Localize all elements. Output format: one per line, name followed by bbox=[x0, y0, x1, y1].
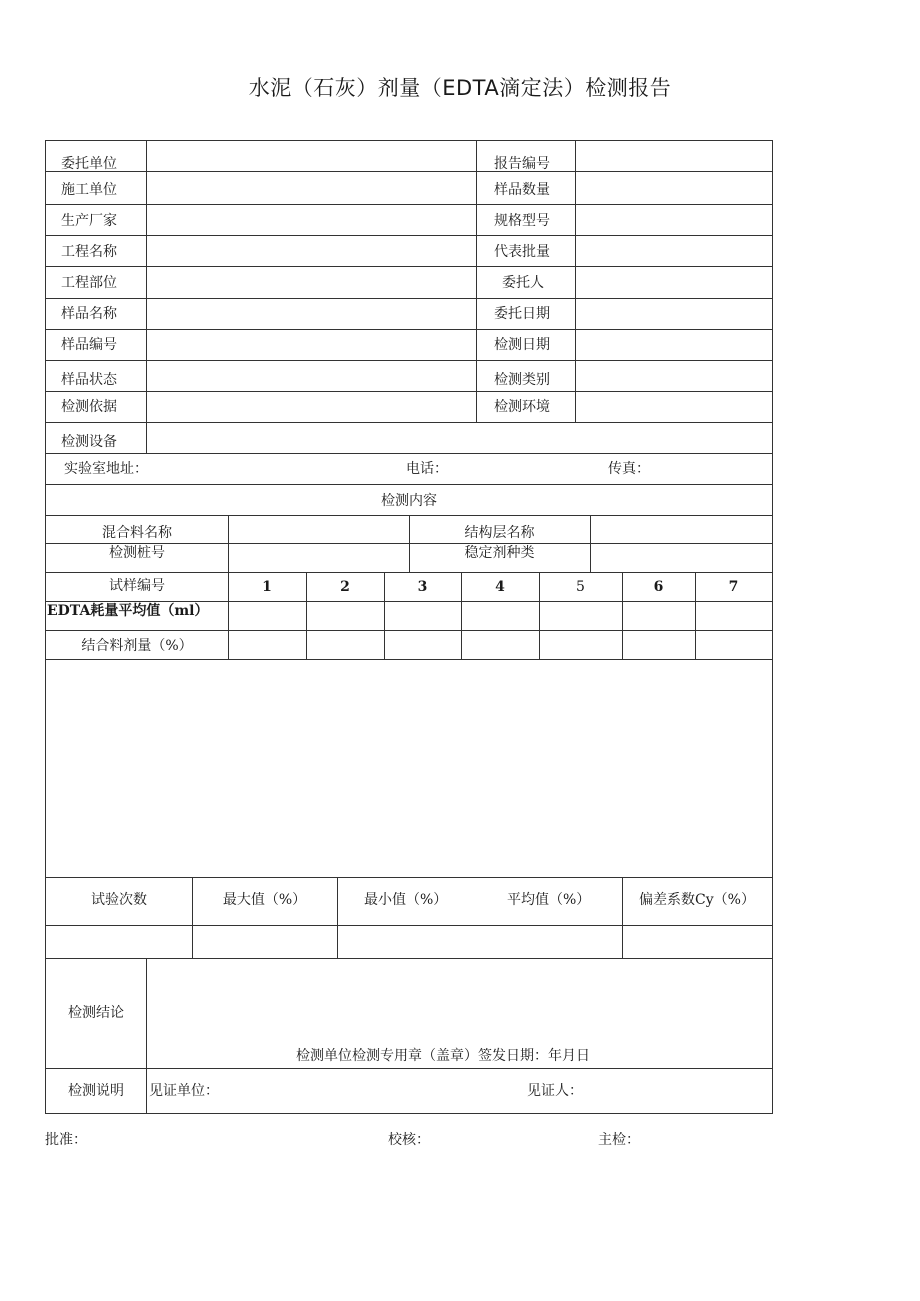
report-title: 水泥（石灰）剂量（EDTA滴定法）检测报告 bbox=[248, 76, 672, 100]
row-divider bbox=[46, 877, 772, 878]
col-divider bbox=[409, 515, 410, 572]
info-label: 规格型号 bbox=[494, 213, 550, 229]
stat-cv-label: 偏差系数Cy（%） bbox=[639, 892, 755, 908]
lab-fax-label: 传真： bbox=[608, 461, 650, 477]
mix-name-label: 混合料名称 bbox=[102, 525, 172, 541]
info-label: 施工单位 bbox=[61, 182, 117, 198]
row-divider bbox=[46, 329, 772, 330]
col-divider bbox=[146, 141, 147, 453]
stat-count-label: 试验次数 bbox=[91, 892, 147, 908]
pile-label: 检测桩号 bbox=[109, 545, 165, 561]
sample-number: 4 bbox=[495, 579, 505, 595]
row-divider bbox=[46, 235, 772, 236]
row-divider bbox=[46, 266, 772, 267]
col-divider bbox=[476, 141, 477, 422]
notes-label: 检测说明 bbox=[68, 1083, 124, 1099]
equipment-label: 检测设备 bbox=[61, 434, 117, 450]
info-label: 检测日期 bbox=[494, 337, 550, 353]
row-divider bbox=[46, 630, 772, 631]
sample-number: 2 bbox=[340, 579, 350, 595]
row-divider bbox=[46, 360, 772, 361]
review-label: 校核： bbox=[388, 1132, 430, 1148]
witness-unit-label: 见证单位： bbox=[149, 1083, 219, 1099]
row-divider bbox=[46, 391, 772, 392]
row-divider bbox=[46, 484, 772, 485]
sample-number: 6 bbox=[653, 579, 664, 595]
stat-max-label: 最大值（%） bbox=[222, 892, 307, 908]
info-label: 样品名称 bbox=[61, 306, 117, 322]
col-divider bbox=[590, 515, 591, 572]
info-label: 样品编号 bbox=[61, 337, 117, 353]
layer-name-label: 结构层名称 bbox=[464, 525, 535, 541]
stamp-text: 检测单位检测专用章（盖章）签发日期：年月日 bbox=[296, 1048, 590, 1064]
witness-person-label: 见证人： bbox=[527, 1083, 583, 1099]
row-divider bbox=[46, 958, 772, 959]
sample-number: 7 bbox=[728, 579, 739, 595]
row-divider bbox=[46, 298, 772, 299]
lab-phone-label: 电话： bbox=[406, 461, 448, 477]
col-divider bbox=[337, 877, 338, 958]
col-divider bbox=[228, 515, 229, 572]
sample-number: 5 bbox=[576, 579, 585, 595]
col-divider bbox=[146, 958, 147, 1113]
report-form bbox=[45, 140, 773, 1114]
sample-number: 1 bbox=[262, 579, 272, 595]
info-label: 报告编号 bbox=[494, 156, 550, 172]
info-label: 样品状态 bbox=[61, 372, 117, 388]
info-label: 检测依据 bbox=[61, 399, 117, 415]
stat-min-label: 最小值（%） bbox=[364, 892, 448, 908]
row-divider bbox=[46, 453, 772, 454]
info-label: 检测环境 bbox=[494, 399, 550, 415]
row-divider bbox=[46, 572, 772, 573]
info-label: 工程部位 bbox=[61, 275, 117, 291]
stabilizer-label: 稳定剂种类 bbox=[464, 545, 535, 561]
col-divider bbox=[622, 877, 623, 958]
info-label: 检测类别 bbox=[494, 372, 550, 388]
row-divider bbox=[46, 601, 772, 602]
info-label: 样品数量 bbox=[494, 182, 550, 198]
sample-number: 3 bbox=[417, 579, 428, 595]
row-divider bbox=[46, 204, 772, 205]
dose-label: 结合料剂量（%） bbox=[81, 638, 193, 654]
stat-avg-label: 平均值（%） bbox=[507, 892, 591, 908]
col-divider bbox=[575, 141, 576, 422]
info-label: 委托日期 bbox=[494, 306, 550, 322]
info-label: 委托人 bbox=[502, 275, 544, 291]
main-check-label: 主检： bbox=[598, 1132, 640, 1148]
col-divider bbox=[192, 877, 193, 958]
row-divider bbox=[46, 659, 772, 660]
approve-label: 批准： bbox=[45, 1132, 87, 1148]
lab-address-label: 实验室地址： bbox=[64, 461, 148, 477]
content-header: 检测内容 bbox=[381, 493, 437, 509]
row-divider bbox=[46, 1068, 772, 1069]
row-divider bbox=[46, 925, 772, 926]
conclusion-label: 检测结论 bbox=[68, 1005, 124, 1021]
row-divider bbox=[46, 171, 772, 172]
info-label: 代表批量 bbox=[494, 244, 550, 260]
sample-header: 试样编号 bbox=[109, 578, 165, 594]
info-label: 生产厂家 bbox=[61, 213, 117, 229]
edta-label: EDTA耗量平均值（ml） bbox=[47, 603, 209, 619]
info-label: 委托单位 bbox=[61, 156, 117, 172]
row-divider bbox=[46, 422, 772, 423]
info-label: 工程名称 bbox=[61, 244, 117, 260]
